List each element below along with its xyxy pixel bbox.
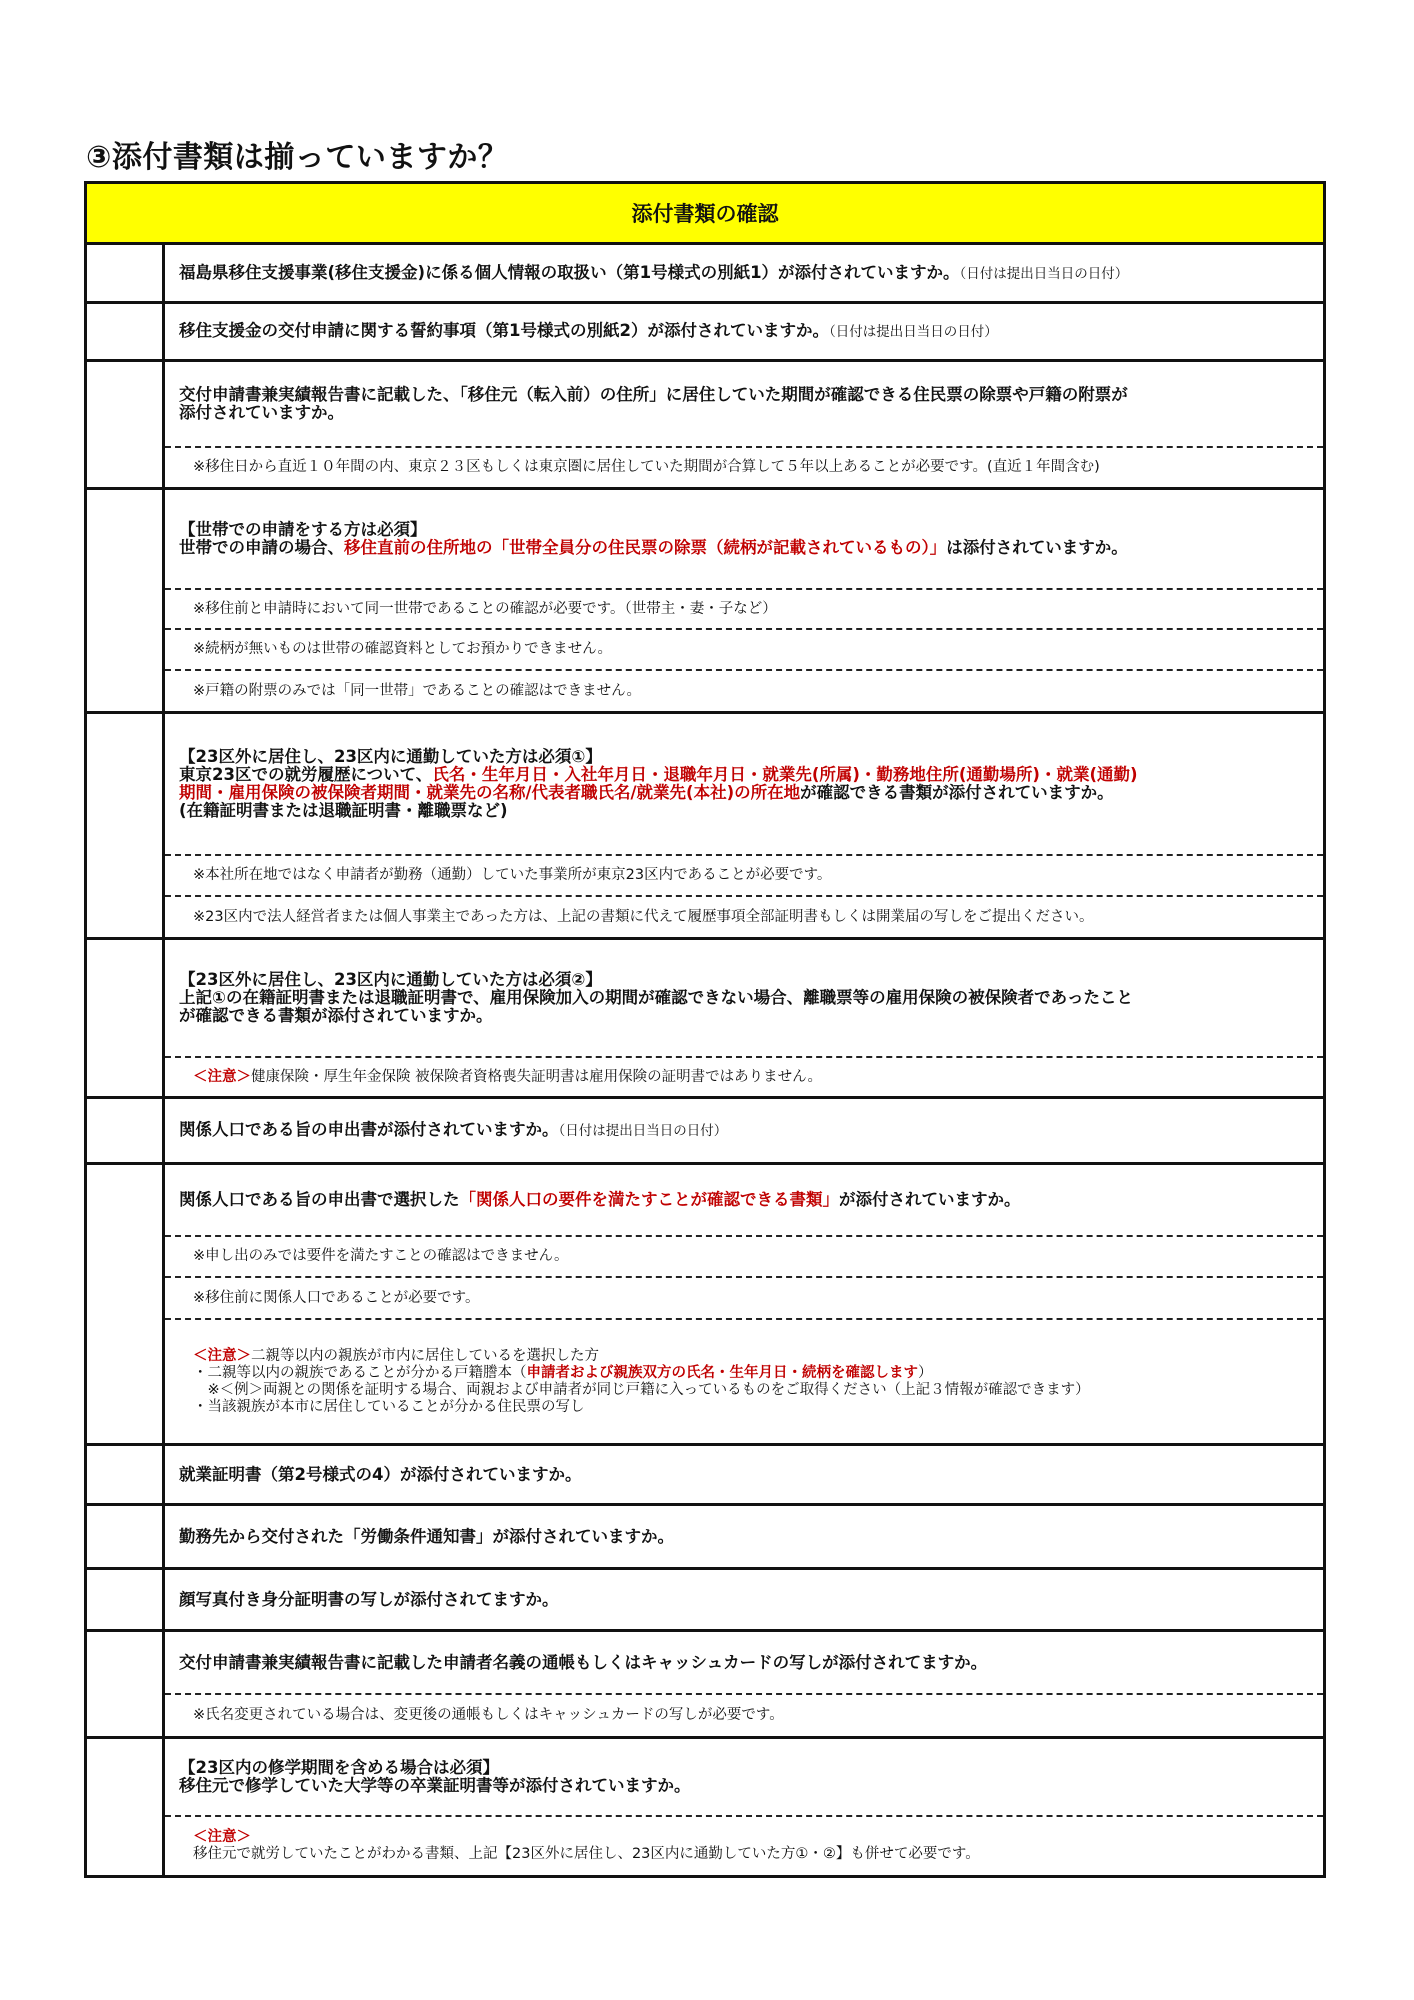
checkbox-cell[interactable] xyxy=(87,362,165,487)
item-note xyxy=(165,1815,1323,1875)
checkbox-cell[interactable] xyxy=(87,1506,165,1567)
checkbox-cell[interactable] xyxy=(87,304,165,359)
checkbox-cell[interactable] xyxy=(87,1446,165,1503)
text-line xyxy=(193,1399,1311,1416)
text-fragment: 二親等以内の親族が市内に居住しているを選択した方 xyxy=(251,1347,599,1364)
text-fragment: ） xyxy=(918,1364,933,1381)
text-line: 上記①の在籍証明書または退職証明書で、雇用保険加入の期間が確認できない場合、離職票等の雇用保険の被保険者であったこと xyxy=(179,988,1133,1007)
item-content xyxy=(165,1739,1323,1875)
item-question xyxy=(165,1446,1323,1503)
text-line: 【23区外に居住し、23区内に通勤していた方は必須①】 xyxy=(179,747,602,766)
text-fragment: 移住支援金の交付申請に関する誓約事項（第1号様式の別紙2）が添付されていますか。 xyxy=(179,321,829,340)
checkbox-cell[interactable] xyxy=(87,1165,165,1443)
text-line: 添付されていますか。 xyxy=(179,403,344,422)
item-note xyxy=(165,669,1323,711)
highlighted-text: 移住直前の住所地の「世帯全員分の住民票の除票（続柄が記載されているもの）」 xyxy=(344,538,947,557)
text-line xyxy=(179,784,1311,802)
text-line xyxy=(179,264,1311,283)
highlighted-text: ＜注意＞ xyxy=(193,1347,251,1364)
text-line xyxy=(179,1121,1311,1140)
text-fragment: ・二親等以内の親族であることが分かる戸籍謄本（ xyxy=(193,1364,527,1381)
highlighted-text: 期間・雇用保険の被保険者期間・就業先の名称/代表者職氏名/就業先(本社)の所在地 xyxy=(179,783,801,802)
item-note xyxy=(165,1056,1323,1096)
item-question xyxy=(165,490,1323,588)
text-line: が確認できる書類が添付されていますか。 xyxy=(179,1006,493,1025)
text-line: ※申し出のみでは要件を満たすことの確認はできません。 xyxy=(193,1248,569,1264)
checkbox-cell[interactable] xyxy=(87,1570,165,1629)
text-line: ※移住前に関係人口であることが必要です。 xyxy=(193,1289,480,1306)
text-line: 勤務先から交付された「労働条件通知書」が添付されていますか。 xyxy=(179,1526,674,1546)
item-content xyxy=(165,362,1323,487)
item-content xyxy=(165,940,1323,1096)
checklist-row xyxy=(87,362,1323,490)
text-fragment: 移住元で就労していたことがわかる書類、上記【23区外に居住し、23区内に通勤していた方①・②】も併せて必要です。 xyxy=(193,1846,980,1862)
attachment-checklist-table xyxy=(84,181,1326,1878)
text-line: ※移住前と申請時において同一世帯であることの確認が必要です。（世帯主・妻・子など） xyxy=(193,600,777,617)
checkbox-cell[interactable] xyxy=(87,1632,165,1736)
item-content xyxy=(165,1099,1323,1162)
text-fragment: 世帯での申請の場合、 xyxy=(179,538,344,557)
text-fragment: 福島県移住支援事業(移住支援金)に係る個人情報の取扱い（第1号様式の別紙1）が添付されていますか。 xyxy=(179,262,960,282)
checklist-row xyxy=(87,1632,1323,1739)
text-fragment: が添付されていますか。 xyxy=(839,1190,1021,1209)
text-line: ※戸籍の附票のみでは「同一世帯」であることの確認はできません。 xyxy=(193,682,642,699)
date-note: （日付は提出日当日の日付） xyxy=(828,324,998,340)
highlighted-text: ＜注意＞ xyxy=(193,1068,251,1085)
text-line: (在籍証明書または退職証明書・離職票など) xyxy=(179,801,508,820)
item-content xyxy=(165,1165,1323,1443)
item-content xyxy=(165,1570,1323,1629)
text-line xyxy=(179,766,1311,784)
checklist-rows xyxy=(87,245,1323,1875)
text-line xyxy=(179,1191,1311,1209)
item-question xyxy=(165,1570,1323,1629)
text-line xyxy=(193,1382,1311,1399)
item-question xyxy=(165,1739,1323,1815)
date-note: （日付は提出日当日の日付） xyxy=(558,1123,728,1139)
checklist-row xyxy=(87,490,1323,714)
item-content xyxy=(165,1446,1323,1503)
text-fragment: は添付されていますか。 xyxy=(946,538,1128,557)
highlighted-text: 氏名・生年月日・入社年月日・退職年月日・就業先(所属)・勤務地住所(通勤場所)・就業(通勤) xyxy=(432,765,1138,784)
item-question xyxy=(165,1165,1323,1235)
checklist-row xyxy=(87,940,1323,1099)
checkbox-cell[interactable] xyxy=(87,490,165,711)
text-fragment: ・当該親族が本市に居住していることが分かる住民票の写し xyxy=(193,1398,585,1415)
checklist-row xyxy=(87,304,1323,362)
text-line: ※続柄が無いものは世帯の確認資料としてお預かりできません。 xyxy=(193,641,613,657)
text-line: ※氏名変更されている場合は、変更後の通帳もしくはキャッシュカードの写しが必要です。 xyxy=(193,1707,784,1723)
item-note xyxy=(165,588,1323,628)
page-heading: ③添付書類は揃っていますか？ xyxy=(86,140,509,175)
item-note xyxy=(165,895,1323,937)
text-line xyxy=(179,539,1311,557)
item-note xyxy=(165,1276,1323,1318)
checklist-row xyxy=(87,1099,1323,1165)
checklist-row xyxy=(87,714,1323,940)
text-fragment: 関係人口である旨の申出書が添付されていますか。 xyxy=(179,1120,559,1139)
text-fragment: 関係人口である旨の申出書で選択した xyxy=(179,1190,460,1209)
item-note xyxy=(165,446,1323,487)
item-note xyxy=(165,854,1323,895)
text-fragment: 東京23区での就労履歴について、 xyxy=(179,765,433,784)
table-header: 添付書類の確認 xyxy=(87,184,1323,245)
checklist-row xyxy=(87,245,1323,304)
checklist-row xyxy=(87,1165,1323,1446)
text-line: ※移住日から直近１０年間の内、東京２３区もしくは東京圏に居住していた期間が合算して５年以上あることが必要です。(直近１年間含む) xyxy=(193,459,1100,475)
checkbox-cell[interactable] xyxy=(87,1739,165,1875)
item-question xyxy=(165,1099,1323,1162)
item-question xyxy=(165,1506,1323,1567)
text-fragment: が確認できる書類が添付されていますか。 xyxy=(800,783,1114,802)
item-question xyxy=(165,362,1323,446)
text-line: 顔写真付き身分証明書の写しが添付されてますか。 xyxy=(179,1589,559,1609)
text-line: 【世帯での申請をする方は必須】 xyxy=(179,520,427,539)
item-note xyxy=(165,1318,1323,1443)
highlighted-text: ＜注意＞ xyxy=(193,1829,251,1845)
checklist-row xyxy=(87,1506,1323,1570)
item-content xyxy=(165,490,1323,711)
text-line xyxy=(179,322,1311,341)
item-question xyxy=(165,245,1323,301)
text-line: ※23区内で法人経営者または個人事業主であった方は、上記の書類に代えて履歴事項全部証明書もしくは開業届の写しをご提出ください。 xyxy=(193,908,1094,925)
checkbox-cell[interactable] xyxy=(87,714,165,937)
text-line xyxy=(193,1348,1311,1365)
text-line: ※本社所在地ではなく申請者が勤務（通勤）していた事業所が東京23区内であることが必要です。 xyxy=(193,867,832,883)
item-content xyxy=(165,714,1323,937)
checklist-row xyxy=(87,1570,1323,1632)
checklist-row xyxy=(87,1446,1323,1506)
item-content xyxy=(165,245,1323,301)
item-question xyxy=(165,714,1323,854)
item-note xyxy=(165,1693,1323,1736)
text-line xyxy=(193,1069,1311,1086)
text-line: 交付申請書兼実績報告書に記載した、「移住元（転入前）の住所」に居住していた期間が確認できる住民票の除票や戸籍の附票が xyxy=(179,385,1128,404)
text-fragment: 健康保険・厚生年金保険 被保険者資格喪失証明書は雇用保険の証明書ではありません。 xyxy=(251,1068,822,1085)
item-question xyxy=(165,304,1323,359)
checkbox-cell[interactable] xyxy=(87,940,165,1096)
text-line xyxy=(193,1365,1311,1382)
item-question xyxy=(165,1632,1323,1693)
text-line: 【23区外に居住し、23区内に通勤していた方は必須②】 xyxy=(179,970,602,989)
item-content xyxy=(165,304,1323,359)
item-content xyxy=(165,1506,1323,1567)
text-line xyxy=(193,1829,1311,1846)
checkbox-cell[interactable] xyxy=(87,245,165,301)
text-line: 交付申請書兼実績報告書に記載した申請者名義の通帳もしくはキャッシュカードの写しが添付されてますか。 xyxy=(179,1652,988,1672)
date-note: （日付は提出日当日の日付） xyxy=(959,265,1129,282)
highlighted-text: 申請者および親族双方の氏名・生年月日・続柄を確認します xyxy=(526,1364,918,1381)
text-line: 【23区内の修学期間を含める場合は必須】 xyxy=(179,1758,499,1777)
text-line: 就業証明書（第2号様式の4）が添付されていますか。 xyxy=(179,1464,582,1484)
highlighted-text: 「関係人口の要件を満たすことが確認できる書類」 xyxy=(459,1190,839,1209)
text-line xyxy=(193,1846,1311,1863)
item-question xyxy=(165,940,1323,1056)
item-note xyxy=(165,628,1323,669)
checkbox-cell[interactable] xyxy=(87,1099,165,1162)
text-fragment: ※＜例＞両親との関係を証明する場合、両親および申請者が同じ戸籍に入っているものをご取得ください（上記３情報が確認できます） xyxy=(193,1381,1090,1398)
item-note xyxy=(165,1235,1323,1276)
text-line: 移住元で修学していた大学等の卒業証明書等が添付されていますか。 xyxy=(179,1776,691,1795)
item-content xyxy=(165,1632,1323,1736)
checklist-row xyxy=(87,1739,1323,1875)
